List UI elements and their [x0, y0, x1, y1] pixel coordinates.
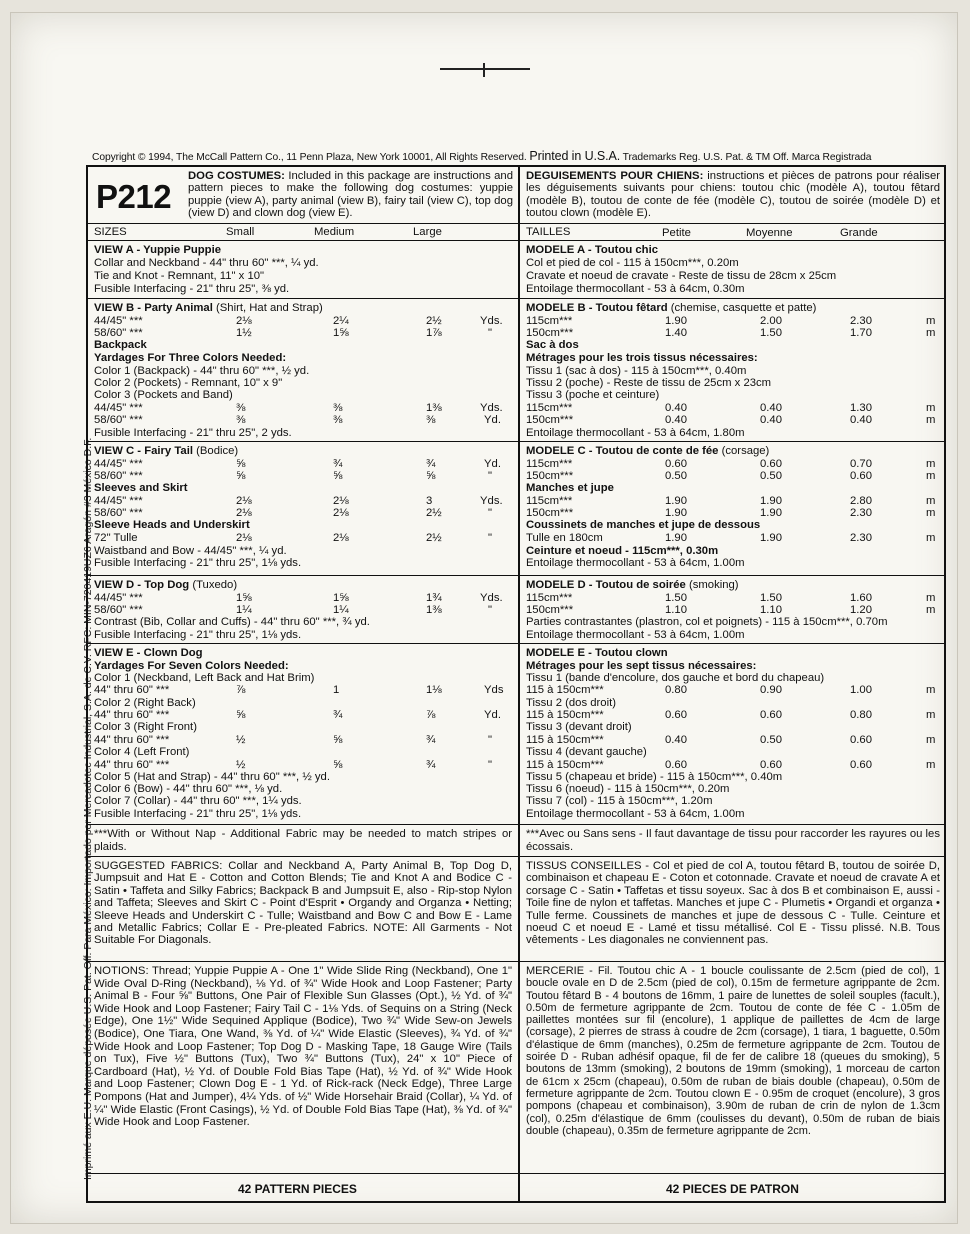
row-label: 58/60" *** [94, 470, 143, 482]
cell-small: ⅞ [236, 684, 246, 696]
tissu-line: Tissu 1 (bande d'encolure, dos gauche et bord du chapeau) [526, 672, 825, 684]
cell-medium: 2¼ [333, 315, 349, 327]
cell-large: 1⅜ [426, 604, 442, 616]
row-label: 115cm*** [526, 402, 573, 414]
size-small: Small [226, 226, 255, 238]
backpack-heading: Backpack [94, 339, 147, 351]
cell-small: 0.80 [665, 684, 687, 696]
entoilage-line: Entoilage thermocollant - 53 à 64cm, 1.80m [526, 427, 745, 439]
cell-small: 0.50 [665, 470, 687, 482]
cell-large: 2½ [426, 507, 442, 519]
cell-unit: " [488, 734, 493, 746]
row-label: 150cm*** [526, 470, 574, 482]
intro-en-title: DOG COSTUMES: [188, 170, 285, 182]
intro-en-body: Included in this package are instructions and pattern pieces to make the following dog costumes: yuppie puppie (view A), party animal (view B), fairy tail (view C), top dog (view D) and clown dog (view E). [188, 170, 513, 219]
size-small: Petite [662, 227, 691, 239]
sizes-label: SIZES [94, 226, 127, 238]
cell-unit: " [488, 532, 493, 544]
cell-small: ⅝ [236, 458, 246, 470]
cell-large: 1.60 [850, 592, 872, 604]
cell-unit: Yds [484, 684, 504, 696]
cell-medium: 0.50 [760, 470, 782, 482]
row-label: 150cm*** [526, 414, 574, 426]
modele-d-title: MODELE D - Toutou de soirée [526, 579, 686, 591]
cell-unit: m [926, 759, 936, 771]
color-line: Color 2 (Pockets) - Remnant, 10" x 9" [94, 377, 283, 389]
view-b-title-line [94, 302, 323, 315]
intro-fr [520, 167, 946, 223]
cell-medium: ⅝ [333, 734, 343, 746]
suggested-fabrics-text: SUGGESTED FABRICS: Collar and Neckband A, Party Animal B, Top Dog D, Jumpsuit and Hat E - Cotton and Cotton Blends; Tie and Knot A and Bodice C - Satin • Taffeta and Silky Fabrics; Backpack B and Jumpsuit E, also - Rip-stop Nylon and Taffeta; Sleeves and Skirt C - Point d'Esprit • Organdy and Organza • Netting; Sleeve Heads and Underskirt C - Tulle; Waistband and Bow C and Bow E - Lame and Metallic Fabrics; Collar E - Pre-pleated Fabrics. NOTE: All Garments - Not Suitable For Diagonals. [94, 860, 512, 947]
row-label: 115 à 150cm*** [526, 709, 604, 721]
metrage-heading: Métrages pour les trois tissus nécessaires: [526, 352, 758, 364]
cell-unit: m [926, 684, 936, 696]
cell-small: 2⅛ [236, 315, 252, 327]
row-label: 115cm*** [526, 315, 573, 327]
cell-unit: m [926, 507, 936, 519]
cell-large: 1.30 [850, 402, 872, 414]
cell-large: ⅞ [426, 709, 436, 721]
cell-small: 1.90 [665, 495, 687, 507]
cell-small: 1.50 [665, 592, 687, 604]
cell-small: 0.60 [665, 709, 687, 721]
cell-small: 2⅛ [236, 507, 252, 519]
view-a-en [88, 240, 518, 298]
row-label: 44/45" *** [94, 402, 143, 414]
cell-small: 0.40 [665, 734, 687, 746]
notions-en [88, 961, 518, 1173]
cell-small: 0.40 [665, 402, 687, 414]
row-label: 115 à 150cm*** [526, 684, 604, 696]
cell-medium: 0.40 [760, 414, 782, 426]
cell-small: 0.60 [665, 759, 687, 771]
cell-unit: m [926, 592, 936, 604]
cell-unit: " [488, 507, 493, 519]
cell-small: ⅝ [236, 470, 246, 482]
view-b-title: VIEW B - Party Animal [94, 302, 213, 314]
cell-large: ¾ [426, 734, 436, 746]
row-label: 115 à 150cm*** [526, 759, 604, 771]
view-c-subtitle: (Bodice) [196, 445, 239, 457]
row-label: 44/45" *** [94, 458, 143, 470]
cell-medium: 1⅝ [333, 592, 349, 604]
cell-medium: ⅜ [333, 414, 343, 426]
cell-small: 1.90 [665, 532, 687, 544]
cell-unit: Yds. [480, 592, 503, 604]
english-column [88, 167, 518, 1167]
cell-unit: " [488, 470, 493, 482]
cell-medium: 0.40 [760, 402, 782, 414]
tissu-line: Tissu 5 (chapeau et bride) - 115 à 150cm***, 0.40m [526, 771, 783, 783]
row-label: 150cm*** [526, 327, 574, 339]
sizes-header-en [88, 223, 518, 240]
size-large: Large [413, 226, 442, 238]
cell-medium: 1.10 [760, 604, 782, 616]
cell-small: 1.40 [665, 327, 687, 339]
view-d-title: VIEW D - Top Dog [94, 579, 190, 591]
size-medium: Moyenne [746, 227, 793, 239]
cell-small: 0.40 [665, 414, 687, 426]
cell-small: 1⅝ [236, 592, 252, 604]
french-column [520, 167, 946, 1167]
nap-note-text: ***Avec ou Sans sens - Il faut davantage de tissu pour raccorder les rayures ou les écossais. [526, 828, 940, 853]
cell-small: ½ [236, 734, 246, 746]
cell-medium: 0.60 [760, 709, 782, 721]
view-d-subtitle: (Tuxedo) [192, 579, 238, 591]
suggested-fabrics-en [88, 856, 518, 961]
cell-medium: ¾ [333, 458, 343, 470]
yardage-heading: Yardages For Seven Colors Needed: [94, 660, 289, 672]
cell-large: 1.20 [850, 604, 872, 616]
cell-large: 0.60 [850, 470, 872, 482]
row-label: 44/45" *** [94, 495, 143, 507]
cell-large: 1.70 [850, 327, 872, 339]
cell-unit: " [488, 327, 493, 339]
sizes-header-fr [520, 223, 946, 240]
modele-c-fr [520, 441, 946, 575]
modele-b-title: MODELE B - Toutou fêtard [526, 302, 668, 314]
size-medium: Medium [314, 226, 355, 238]
interfacing-line: Fusible Interfacing - 21" thru 25", 1⅛ yds. [94, 557, 302, 569]
size-large: Grande [840, 227, 878, 239]
interfacing-line: Fusible Interfacing - 21" thru 25", 2 yds. [94, 427, 292, 439]
cell-unit: Yd. [484, 414, 501, 426]
cell-large: 2½ [426, 532, 442, 544]
cell-large: 1⅜ [426, 402, 442, 414]
modele-e-title: MODELE E - Toutou clown [526, 647, 668, 659]
row-label: 58/60" *** [94, 414, 143, 426]
sleeve-heads-heading: Sleeve Heads and Underskirt [94, 519, 250, 531]
cell-medium: 2.00 [760, 315, 782, 327]
cell-unit: m [926, 734, 936, 746]
color-line: Color 2 (Right Back) [94, 697, 196, 709]
tissu-line: Tissu 3 (poche et ceinture) [526, 389, 660, 401]
sizes-label: TAILLES [526, 226, 571, 238]
tissu-line: Tissu 2 (dos droit) [526, 697, 616, 709]
copyright-text: Copyright © 1994, The McCall Pattern Co., 11 Penn Plaza, New York 10001, All Rights Reserved. [92, 152, 527, 163]
metrage-heading: Métrages pour les sept tissus nécessaires: [526, 660, 757, 672]
cell-medium: 1.90 [760, 507, 782, 519]
cell-medium: 1.50 [760, 592, 782, 604]
row-label: 150cm*** [526, 604, 574, 616]
fold-mark [440, 68, 530, 70]
modele-c-subtitle: (corsage) [721, 445, 770, 457]
cell-small: 1½ [236, 327, 252, 339]
interfacing-line: Fusible Interfacing - 21" thru 25", 1⅛ yds. [94, 808, 302, 820]
pattern-pieces-en: 42 PATTERN PIECES [238, 1182, 357, 1196]
tissu-line: Tissu 6 (noeud) - 115 à 150cm***, 0.20m [526, 783, 730, 795]
cell-large: 2.80 [850, 495, 872, 507]
view-a-line: Fusible Interfacing - 21" thru 25", ⅜ yd. [94, 283, 290, 295]
view-b-en [88, 298, 518, 441]
sac-heading: Sac à dos [526, 339, 579, 351]
row-label: 115cm*** [526, 495, 573, 507]
cell-small: ⅝ [236, 709, 246, 721]
view-e-en [88, 643, 518, 824]
color-line: Color 5 (Hat and Strap) - 44" thru 60" ***, ½ yd. [94, 771, 330, 783]
cell-large: 0.40 [850, 414, 872, 426]
cell-medium: 1 [333, 684, 340, 696]
cell-large: ¾ [426, 458, 436, 470]
cell-unit: m [926, 709, 936, 721]
view-c-title: VIEW C - Fairy Tail [94, 445, 193, 457]
cell-small: 0.60 [665, 458, 687, 470]
nap-note-text: ***With or Without Nap - Additional Fabric may be needed to match stripes or plaids. [94, 828, 512, 853]
manches-jupe-heading: Manches et jupe [526, 482, 614, 494]
waistband-line: Waistband and Bow - 44/45" ***, ¼ yd. [94, 545, 287, 557]
entoilage-line: Entoilage thermocollant - 53 à 64cm, 1.00m [526, 808, 745, 820]
cell-medium: 2⅛ [333, 532, 349, 544]
cell-unit: Yds. [480, 402, 503, 414]
row-label: 44" thru 60" *** [94, 759, 170, 771]
cell-unit: m [926, 495, 936, 507]
fold-mark-tick [483, 63, 485, 77]
cell-large: 1⅛ [426, 684, 442, 696]
notions-text: MERCERIE - Fil. Toutou chic A - 1 boucle coulissante de 2.5cm (pied de col), 1 boucle ovale en D de 2.5cm (pied de col), 0.15m de fermeture agrippante de 2cm. Toutou fêtard B - 4 boutons de 16mm, 1 paire de lunettes de soleil souples (facult.), 0.50m de fermeture agrippante de 2cm. Toutou de conte de fée C - 1.05m de paillettes montées sur fil (encolure), 1 applique de paillettes de 4cm de large (corsage), 2 pierres de strass à coudre de 2cm (corsage), 1 tiara, 1 baguette, 0.50m d'élastique de 6mm (manches), 0.25m de fermeture agrippante de 2cm. Toutou de soirée D - Ruban adhésif opaque, fil de fer de calibre 18 (queues du smoking), 5 boutons de 13mm (smoking), 2 boutons de 19mm (smoking), 1 morceau de carton de 61cm x 25cm (chapeau), 0.50m de ruban de biais double (chapeau), 0.50m de fermeture agrippante de 2cm. Toutou clown E - 0.95m de croquet (encolure), 3 gros pompons (chapeau et combinaison), 3.90m de ruban de crin de nylon de 1.3cm (col), 0.25m d'élastique de 6mm (coulisses du devant), 0.50m de ruban de biais double (chapeau), 0.35m de fermeture agrippante de 2cm. [526, 965, 940, 1137]
tissu-line: Tissu 4 (devant gauche) [526, 746, 647, 758]
row-label: 44/45" *** [94, 592, 143, 604]
modele-d-fr [520, 575, 946, 643]
intro-fr-body: instructions et pièces de patrons pour réaliser les déguisements suivants pour chiens: toutou chic (modèle A), toutou fêtard (modèle B), toutou de conte de fée (modèle C), toutou de soirée (modèle D) et toutou clown (modèle E). [526, 170, 940, 219]
row-label: 115cm*** [526, 458, 573, 470]
cell-large: 1¾ [426, 592, 442, 604]
cell-unit: m [926, 604, 936, 616]
modele-c-title-line [526, 445, 769, 458]
color-line: Color 3 (Right Front) [94, 721, 197, 733]
view-a-title: VIEW A - Yuppie Puppie [94, 244, 221, 256]
cell-unit: m [926, 458, 936, 470]
cell-large: ⅜ [426, 414, 436, 426]
cell-medium: 1⅝ [333, 327, 349, 339]
view-a-line: Collar and Neckband - 44" thru 60" ***, ¼ yd. [94, 257, 319, 269]
cell-large: 0.60 [850, 734, 872, 746]
printed-in: Printed in U.S.A. [529, 149, 621, 163]
row-label: 44/45" *** [94, 315, 143, 327]
cell-unit: m [926, 532, 936, 544]
trademark-text: Trademarks Reg. U.S. Pat. & TM Off. Marca Registrada [622, 152, 872, 163]
tissu-line: Tissu 3 (devant droit) [526, 721, 632, 733]
cell-medium: 0.90 [760, 684, 782, 696]
row-label: 44" thru 60" *** [94, 734, 170, 746]
sleeves-skirt-heading: Sleeves and Skirt [94, 482, 188, 494]
yardage-heading: Yardages For Three Colors Needed: [94, 352, 287, 364]
row-label: 44" thru 60" *** [94, 684, 170, 696]
cell-small: 2⅛ [236, 495, 252, 507]
cell-large: 2.30 [850, 532, 872, 544]
modele-d-subtitle: (smoking) [688, 579, 739, 591]
entoilage-line: Entoilage thermocollant - 53 à 64cm, 1.00m [526, 557, 745, 569]
cell-medium: ⅝ [333, 470, 343, 482]
nap-note-fr [520, 824, 946, 856]
cell-large: 0.60 [850, 759, 872, 771]
cell-medium: 1.90 [760, 495, 782, 507]
cell-medium: 1¼ [333, 604, 349, 616]
cell-medium: 2⅛ [333, 495, 349, 507]
tissu-line: Tissu 2 (poche) - Reste de tissu de 25cm x 23cm [526, 377, 772, 389]
row-label: 44" thru 60" *** [94, 709, 170, 721]
cell-small: 1.90 [665, 315, 687, 327]
row-label: Tulle en 180cm [526, 532, 603, 544]
cell-large: 2.30 [850, 315, 872, 327]
cell-medium: ¾ [333, 709, 343, 721]
row-label: 58/60" *** [94, 604, 143, 616]
modele-a-fr [520, 240, 946, 298]
view-d-title-line [94, 579, 237, 592]
view-c-title-line [94, 445, 238, 458]
cell-small: 1¼ [236, 604, 252, 616]
row-label: 115 à 150cm*** [526, 734, 604, 746]
cell-large: 2.30 [850, 507, 872, 519]
intro-en-text [188, 170, 513, 219]
view-b-subtitle: (Shirt, Hat and Strap) [216, 302, 323, 314]
modele-a-line: Entoilage thermocollant - 53 à 64cm, 0.30m [526, 283, 745, 295]
cell-large: ⅝ [426, 470, 436, 482]
intro-fr-text [526, 170, 940, 219]
intro-fr-title: DEGUISEMENTS POUR CHIENS: [526, 170, 704, 182]
cell-medium: 0.60 [760, 458, 782, 470]
copyright-line [92, 150, 952, 165]
side-legal-text: Imprimé aux E.U. Marque déposée U.S. Pat. Off. Para México: Importado por Mercadotec Industrial, S.A. de C.V. RFC: MIN-720419UZ6 Aragón #3 México D.F. [82, 437, 94, 1180]
contrast-line: Parties contrastantes (plastron, col et poignets) - 115 à 150cm***, 0.70m [526, 616, 888, 628]
cell-unit: m [926, 327, 936, 339]
cell-unit: m [926, 402, 936, 414]
modele-b-fr [520, 298, 946, 441]
row-label: 58/60" *** [94, 327, 143, 339]
notions-fr [520, 961, 946, 1173]
suggested-fabrics-text: TISSUS CONSEILLES - Col et pied de col A, toutou fêtard B, toutou de soirée D, combinaison et chapeau E - Coton et cotonnade. Cravate et noeud de cravate A et corsage C - Satin • Taffetas et tissu soyeux. Sac à dos B et combinaison E, aussi - Toile fine de nylon et taffetas. Manches et jupe C - Plumetis • Organdi et organza • Tulle ferme. Coussinets de manches et jupe de dessous C - Tulle. Ceinture et noeud C et noeud E - Lamé et tissu métallisé. Col E - Tissu plissé. N.B. Tous vêtements - Les diagonales ne conviennent pas. [526, 860, 940, 947]
cell-small: 1.90 [665, 507, 687, 519]
pattern-number: P212 [96, 178, 172, 215]
suggested-fabrics-fr [520, 856, 946, 961]
interfacing-line: Fusible Interfacing - 21" thru 25", 1⅛ yds. [94, 629, 302, 641]
tissu-line: Tissu 1 (sac à dos) - 115 à 150cm***, 0.40m [526, 365, 747, 377]
color-line: Color 1 (Neckband, Left Back and Hat Brim) [94, 672, 315, 684]
cell-unit: Yd. [484, 458, 501, 470]
pattern-pieces-footer [88, 1173, 946, 1203]
row-label: 150cm*** [526, 507, 574, 519]
instruction-table [86, 165, 946, 1203]
cell-medium: 0.50 [760, 734, 782, 746]
cell-medium: 1.90 [760, 532, 782, 544]
cell-medium: 1.50 [760, 327, 782, 339]
color-line: Color 1 (Backpack) - 44" thru 60" ***, ½ yd. [94, 365, 310, 377]
cell-unit: Yd. [484, 709, 501, 721]
modele-b-subtitle: (chemise, casquette et patte) [670, 302, 817, 314]
entoilage-line: Entoilage thermocollant - 53 à 64cm, 1.00m [526, 629, 745, 641]
cell-large: 3 [426, 495, 433, 507]
cell-medium: 2⅛ [333, 507, 349, 519]
pattern-pieces-fr: 42 PIECES DE PATRON [666, 1182, 799, 1196]
view-e-title: VIEW E - Clown Dog [94, 647, 203, 659]
cell-medium: ⅝ [333, 759, 343, 771]
nap-note-en [88, 824, 518, 856]
modele-a-line: Col et pied de col - 115 à 150cm***, 0.20m [526, 257, 739, 269]
cell-unit: m [926, 414, 936, 426]
cell-small: ½ [236, 759, 246, 771]
cell-unit: m [926, 315, 936, 327]
modele-d-title-line [526, 579, 739, 592]
ceinture-line: Ceinture et noeud - 115cm***, 0.30m [526, 545, 719, 557]
view-d-en [88, 575, 518, 643]
contrast-line: Contrast (Bib, Collar and Cuffs) - 44" thru 60" ***, ¾ yd. [94, 616, 370, 628]
cell-small: ⅜ [236, 414, 246, 426]
tissu-line: Tissu 7 (col) - 115 à 150cm***, 1.20m [526, 795, 713, 807]
intro-en [88, 167, 518, 223]
color-line: Color 6 (Bow) - 44" thru 60" ***, ⅛ yd. [94, 783, 283, 795]
color-line: Color 4 (Left Front) [94, 746, 190, 758]
modele-a-title: MODELE A - Toutou chic [526, 244, 658, 256]
modele-a-line: Cravate et noeud de cravate - Reste de tissu de 28cm x 25cm [526, 270, 837, 282]
color-line: Color 3 (Pockets and Band) [94, 389, 233, 401]
color-line: Color 7 (Collar) - 44" thru 60" ***, 1¼ yds. [94, 795, 302, 807]
cell-small: 2⅛ [236, 532, 252, 544]
row-label: 115cm*** [526, 592, 573, 604]
view-c-en [88, 441, 518, 575]
cell-small: ⅜ [236, 402, 246, 414]
coussinets-heading: Coussinets de manches et jupe de dessous [526, 519, 761, 531]
notions-text: NOTIONS: Thread; Yuppie Puppie A - One 1" Wide Slide Ring (Neckband), One 1" Wide Oval D-Ring (Neckband), ⅛ Yd. of ¾" Wide Hook and Loop Fastener; Party Animal B - Four ⅝" Buttons, One Pair of Flexible Sun Glasses (Opt.), ½ Yd. of ¾" Wide Hook and Loop Fastener; Fairy Tail C - 1⅛ Yds. of Sequins on a String (Neck Edge), One 1½" Wide Sequined Applique (Bodice), Two ¾" Wide Sew-on Jewels (Bodice), One Tiara, One Wand, ⅜ Yd. of ¼" Wide Elastic (Sleeves), ¾ Yd. of ¾" Wide Hook and Loop Fastener; Top Dog D - Masking Tape, 18 Gauge Wire (Tails on Tux), Five ½" Buttons (Tux), Two ¾" Buttons (Tux), 24" x 10" Piece of Cardboard (Hat), ½ Yd. of Double Fold Bias Tape (Hat), ½ Yd. of ¾" Wide Hook and Loop Fastener; Clown Dog E - 1 Yd. of Rick-rack (Neck Edge), Three Large Pompons (Hat and Jumper), 4¼ Yds. of ½" Wide Horsehair Braid (Collar), ¼ Yd. of ¼" Wide Elastic (Front Casings), ½ Yd. of Double Fold Bias Tape (Hat), ⅜ Yd. of ¾" Wide Hook and Loop Fastener. [94, 965, 512, 1129]
modele-c-title: MODELE C - Toutou de conte de fée [526, 445, 719, 457]
cell-unit: " [488, 604, 493, 616]
cell-large: 0.80 [850, 709, 872, 721]
cell-large: 2½ [426, 315, 442, 327]
cell-unit: m [926, 470, 936, 482]
cell-medium: ⅜ [333, 402, 343, 414]
row-label: 72" Tulle [94, 532, 138, 544]
cell-unit: Yds. [480, 315, 503, 327]
cell-large: ¾ [426, 759, 436, 771]
cell-unit: Yds. [480, 495, 503, 507]
modele-b-title-line [526, 302, 816, 315]
cell-unit: " [488, 759, 493, 771]
cell-large: 0.70 [850, 458, 872, 470]
cell-medium: 0.60 [760, 759, 782, 771]
cell-small: 1.10 [665, 604, 687, 616]
modele-e-fr [520, 643, 946, 824]
row-label: 58/60" *** [94, 507, 143, 519]
cell-large: 1⅞ [426, 327, 442, 339]
cell-large: 1.00 [850, 684, 872, 696]
view-a-line: Tie and Knot - Remnant, 11" x 10" [94, 270, 265, 282]
